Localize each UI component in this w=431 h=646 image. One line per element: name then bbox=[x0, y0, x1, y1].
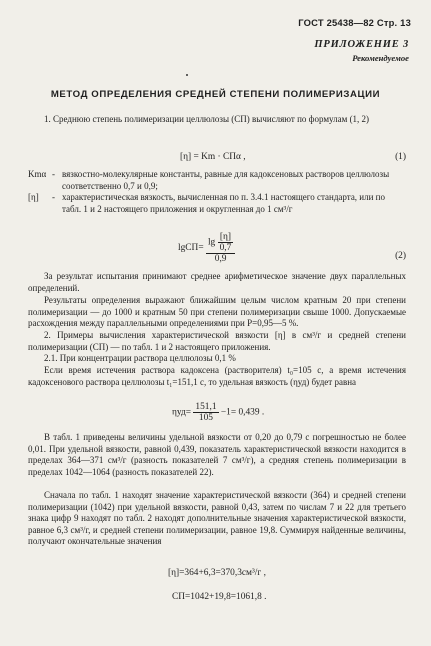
formula-2-numerator bbox=[206, 232, 235, 254]
formula-2-number: (2) bbox=[395, 251, 406, 261]
result-viscosity: [η]=364+6,3=370,3см³/г , bbox=[168, 568, 266, 578]
formula-2-inner-fraction bbox=[218, 232, 234, 253]
formula-2-denominator: 0,9 bbox=[214, 254, 227, 264]
appendix-label: ПРИЛОЖЕНИЕ 3 bbox=[314, 39, 409, 50]
result-polymerization: СП=1042+19,8=1061,8 . bbox=[172, 592, 267, 602]
formula-1: [η] = Km · СПα , bbox=[180, 152, 246, 162]
formula-2-lhs: lgСП= bbox=[178, 243, 204, 254]
definition-text: вязкостно-молекулярные константы, равные для кадоксеновых растворов целлюлозы соответственно 0,7 и 0,9; bbox=[62, 169, 390, 191]
paragraph-rounding: Результаты определения выражают ближайшим целым числом кратным 20 при степени полимеризации — до 1000 и кратным 50 при степени полимеризации свыше 1000. Допускаемые расхождения между параллельными определениями при P=0,95—5 %. bbox=[28, 295, 406, 329]
section-title: МЕТОД ОПРЕДЕЛЕНИЯ СРЕДНЕЙ СТЕПЕНИ ПОЛИМЕРИЗАЦИИ bbox=[50, 89, 381, 100]
formula-2-inner-denominator: 0,7 bbox=[219, 243, 232, 253]
formula-3-lhs: ηуд= bbox=[172, 407, 192, 418]
definition-symbol: [η] bbox=[28, 192, 39, 203]
paragraph-table-1: В табл. 1 приведены величины удельной вязкости от 0,20 до 0,79 с погрешностью не более 0,01. При удельной вязкости, равной 0,439, показатель характеристической вязкости находится в пределах 364—371 см³/г (разность показателей 7 см³/г), а средняя степень полимеризации в пределах 1042—1064 (разность показателей 22). bbox=[28, 432, 406, 477]
intro-paragraph: 1. Среднюю степень полимеризации целлюлозы (СП) вычисляют по формулам (1, 2) bbox=[44, 114, 370, 124]
print-speck bbox=[186, 74, 188, 76]
definitions-list bbox=[28, 169, 406, 215]
formula-3-denominator: 105 bbox=[198, 413, 213, 423]
paragraph-examples: 2. Примеры вычисления характеристической вязкости [η] в см³/г и средней степени полимеризации (СП) — по табл. 1 и 2 настоящего приложения. bbox=[28, 330, 406, 352]
formula-3-numerator: 151,1 bbox=[195, 402, 217, 412]
definition-row bbox=[28, 169, 406, 192]
formula-2-fraction bbox=[206, 232, 235, 264]
formula-3-rhs: −1= 0,439 . bbox=[220, 407, 265, 418]
paragraph-concentration: 2.1. При концентрации раствора целлюлозы 0,1 % bbox=[44, 353, 236, 363]
definition-symbol: Kmα bbox=[28, 169, 47, 179]
paragraph-result: За результат испытания принимают среднее арифметическое значение двух параллельных определений. bbox=[28, 271, 406, 293]
formula-3-fraction bbox=[193, 402, 218, 423]
definition-row bbox=[28, 192, 406, 215]
paragraph-flow-time: Если время истечения раствора кадоксена (растворителя) t₀=105 с, а время истечения кадоксенового раствора целлюлозы t₁=151,1 с, то удельная вязкость (ηуд) будет равна bbox=[28, 365, 406, 387]
appendix-status: Рекомендуемое bbox=[352, 53, 409, 63]
formula-2-inner-numerator: [η] bbox=[218, 232, 234, 243]
paragraph-procedure: Сначала по табл. 1 находят значение характеристической вязкости (364) и средней степени полимеризации (1042) при удельной вязкости, равной 0,43, затем по числам 7 и 22 для третьего знака цифр 9 находят по табл. 2 находят дополнительные значения характеристической вязкости, равное 6,3 см³/г, и средней степени полимеризации, равное 19,8. Суммируя найденные величины, получают окончательные значения bbox=[28, 490, 406, 547]
definition-text: характеристическая вязкость, вычисленная по п. 3.4.1 настоящего стандарта, или по табл. 1 и 2 настоящего приложения и округленная до 1 см³/г bbox=[62, 192, 386, 214]
definition-dash: - bbox=[52, 169, 55, 179]
formula-2-lg: lg bbox=[207, 237, 216, 248]
formula-3 bbox=[172, 402, 264, 423]
gost-header: ГОСТ 25438—82 Стр. 13 bbox=[298, 17, 411, 28]
formula-1-number: (1) bbox=[395, 152, 406, 162]
definition-dash: - bbox=[52, 192, 55, 203]
formula-2 bbox=[178, 232, 235, 264]
